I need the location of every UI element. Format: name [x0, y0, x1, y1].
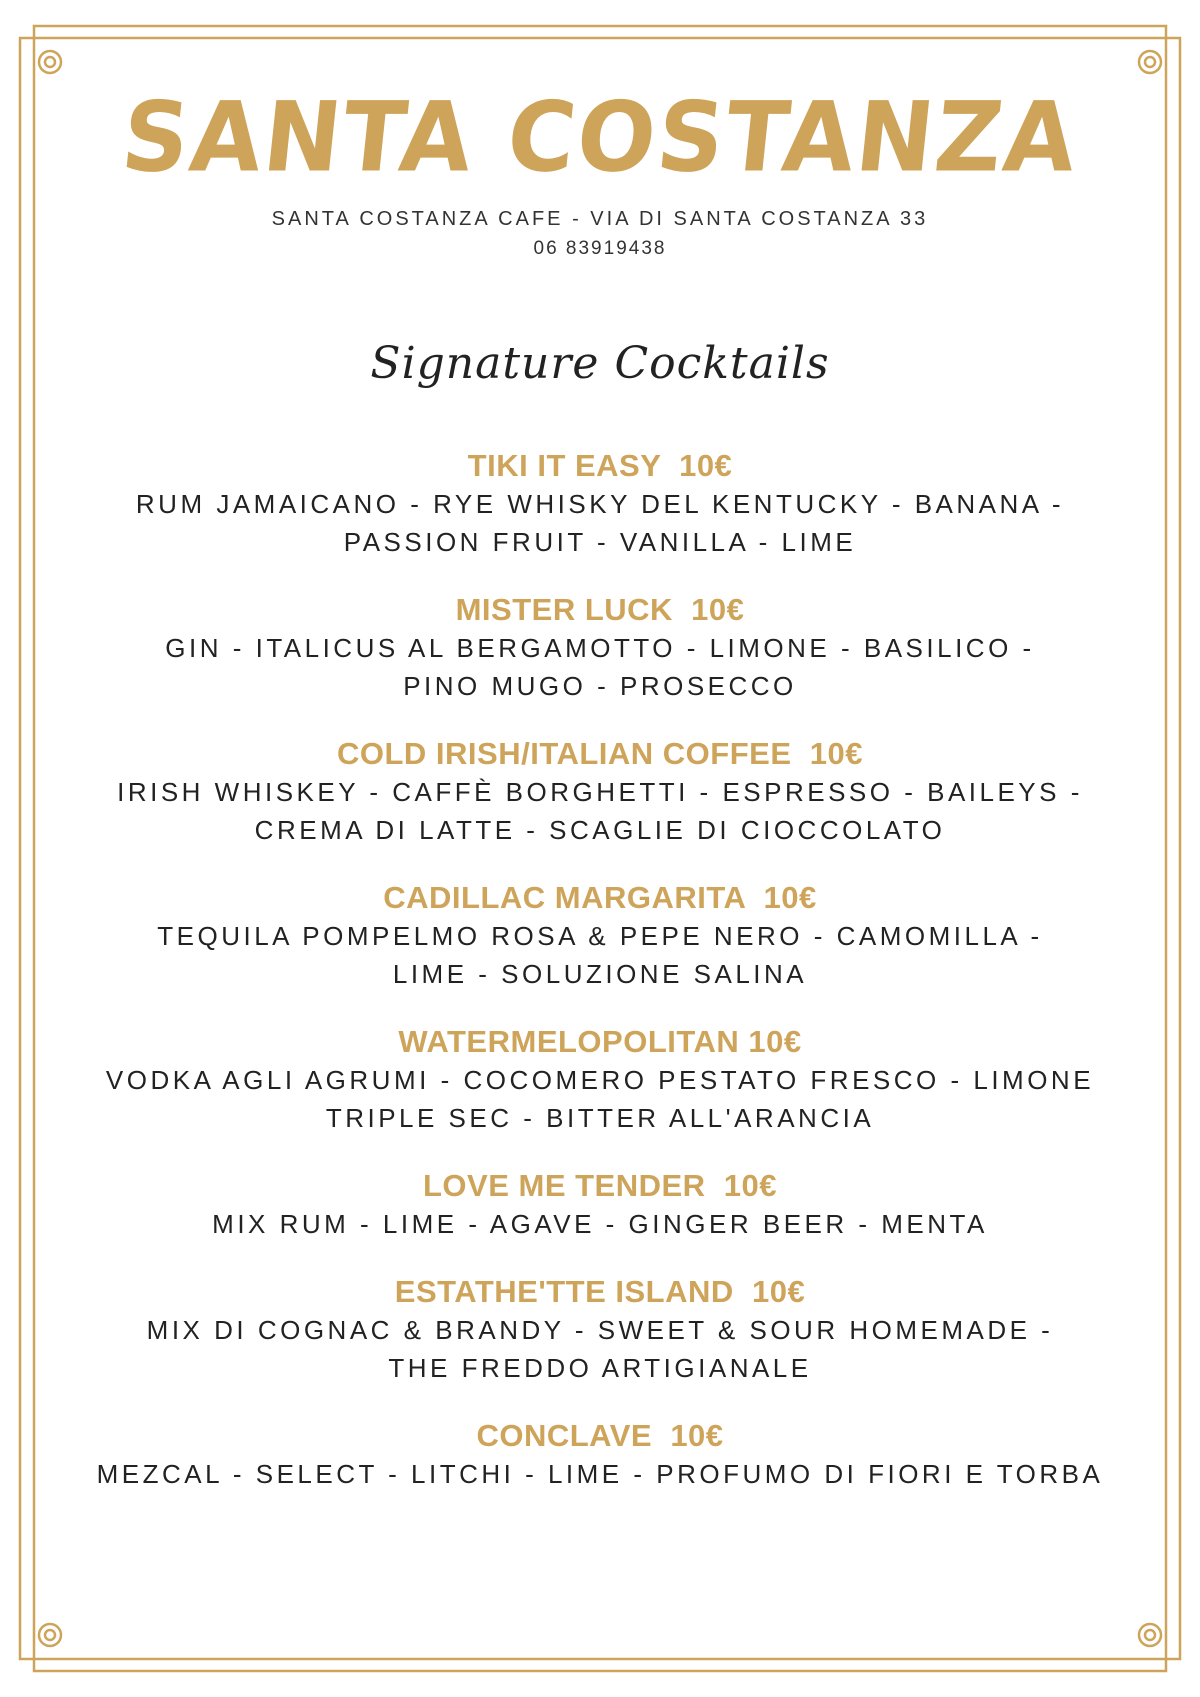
- cocktail-name: ESTATHE'TTE ISLAND 10€: [394, 1274, 806, 1309]
- section-title: Signature Cocktails: [370, 338, 830, 389]
- phone-number: 06 83919438: [533, 238, 667, 259]
- cocktail-name: CADILLAC MARGARITA 10€: [383, 880, 817, 915]
- cocktail-ingredients: MIX RUM - LIME - AGAVE - GINGER BEER - MENTA: [212, 1209, 988, 1239]
- cocktail-ingredients: RUM JAMAICANO - RYE WHISKY DEL KENTUCKY - BANANA -: [135, 489, 1065, 519]
- cocktail-ingredients: PASSION FRUIT - VANILLA - LIME: [343, 527, 857, 557]
- cocktail-ingredients: VODKA AGLI AGRUMI - COCOMERO PESTATO FRESCO - LIMONE: [105, 1065, 1095, 1095]
- cocktail-ingredients: MEZCAL - SELECT - LITCHI - LIME - PROFUMO DI FIORI E TORBA: [96, 1459, 1104, 1489]
- cocktail-name: WATERMELOPOLITAN 10€: [398, 1024, 802, 1059]
- cocktail-ingredients: IRISH WHISKEY - CAFFÈ BORGHETTI - ESPRESSO - BAILEYS -: [117, 777, 1083, 807]
- cocktail-name: CONCLAVE 10€: [476, 1418, 724, 1453]
- cocktail-item: [0, 591, 1200, 705]
- cocktail-item: [0, 1417, 1200, 1493]
- cocktail-item: [0, 879, 1200, 993]
- cocktail-name: TIKI IT EASY 10€: [467, 448, 733, 483]
- cocktail-ingredients: LIME - SOLUZIONE SALINA: [392, 959, 808, 989]
- cocktail-ingredients: MIX DI COGNAC & BRANDY - SWEET & SOUR HOMEMADE -: [146, 1315, 1054, 1345]
- cocktail-item: [0, 447, 1200, 561]
- cocktail-ingredients: PINO MUGO - PROSECCO: [403, 671, 797, 701]
- cocktail-item: [0, 1167, 1200, 1243]
- cocktail-name: LOVE ME TENDER 10€: [422, 1168, 778, 1203]
- cocktail-item: [0, 1023, 1200, 1137]
- cocktail-ingredients: GIN - ITALICUS AL BERGAMOTTO - LIMONE - BASILICO -: [165, 633, 1035, 663]
- cafe-address: SANTA COSTANZA CAFE - VIA DI SANTA COSTANZA 33: [271, 208, 929, 230]
- cocktail-name: COLD IRISH/ITALIAN COFFEE 10€: [337, 736, 863, 771]
- cocktail-item: [0, 1273, 1200, 1387]
- cocktail-ingredients: TRIPLE SEC - BITTER ALL'ARANCIA: [325, 1103, 875, 1133]
- cocktail-name: MISTER LUCK 10€: [455, 592, 745, 627]
- cocktail-ingredients: CREMA DI LATTE - SCAGLIE DI CIOCCOLATO: [254, 815, 946, 845]
- cocktail-item: [0, 735, 1200, 849]
- brand-logo: SANTA COSTANZA: [116, 81, 1084, 194]
- cocktail-ingredients: TEQUILA POMPELMO ROSA & PEPE NERO - CAMOMILLA -: [157, 921, 1043, 951]
- cocktail-list: [0, 447, 1200, 1493]
- cocktail-ingredients: THE FREDDO ARTIGIANALE: [388, 1353, 812, 1383]
